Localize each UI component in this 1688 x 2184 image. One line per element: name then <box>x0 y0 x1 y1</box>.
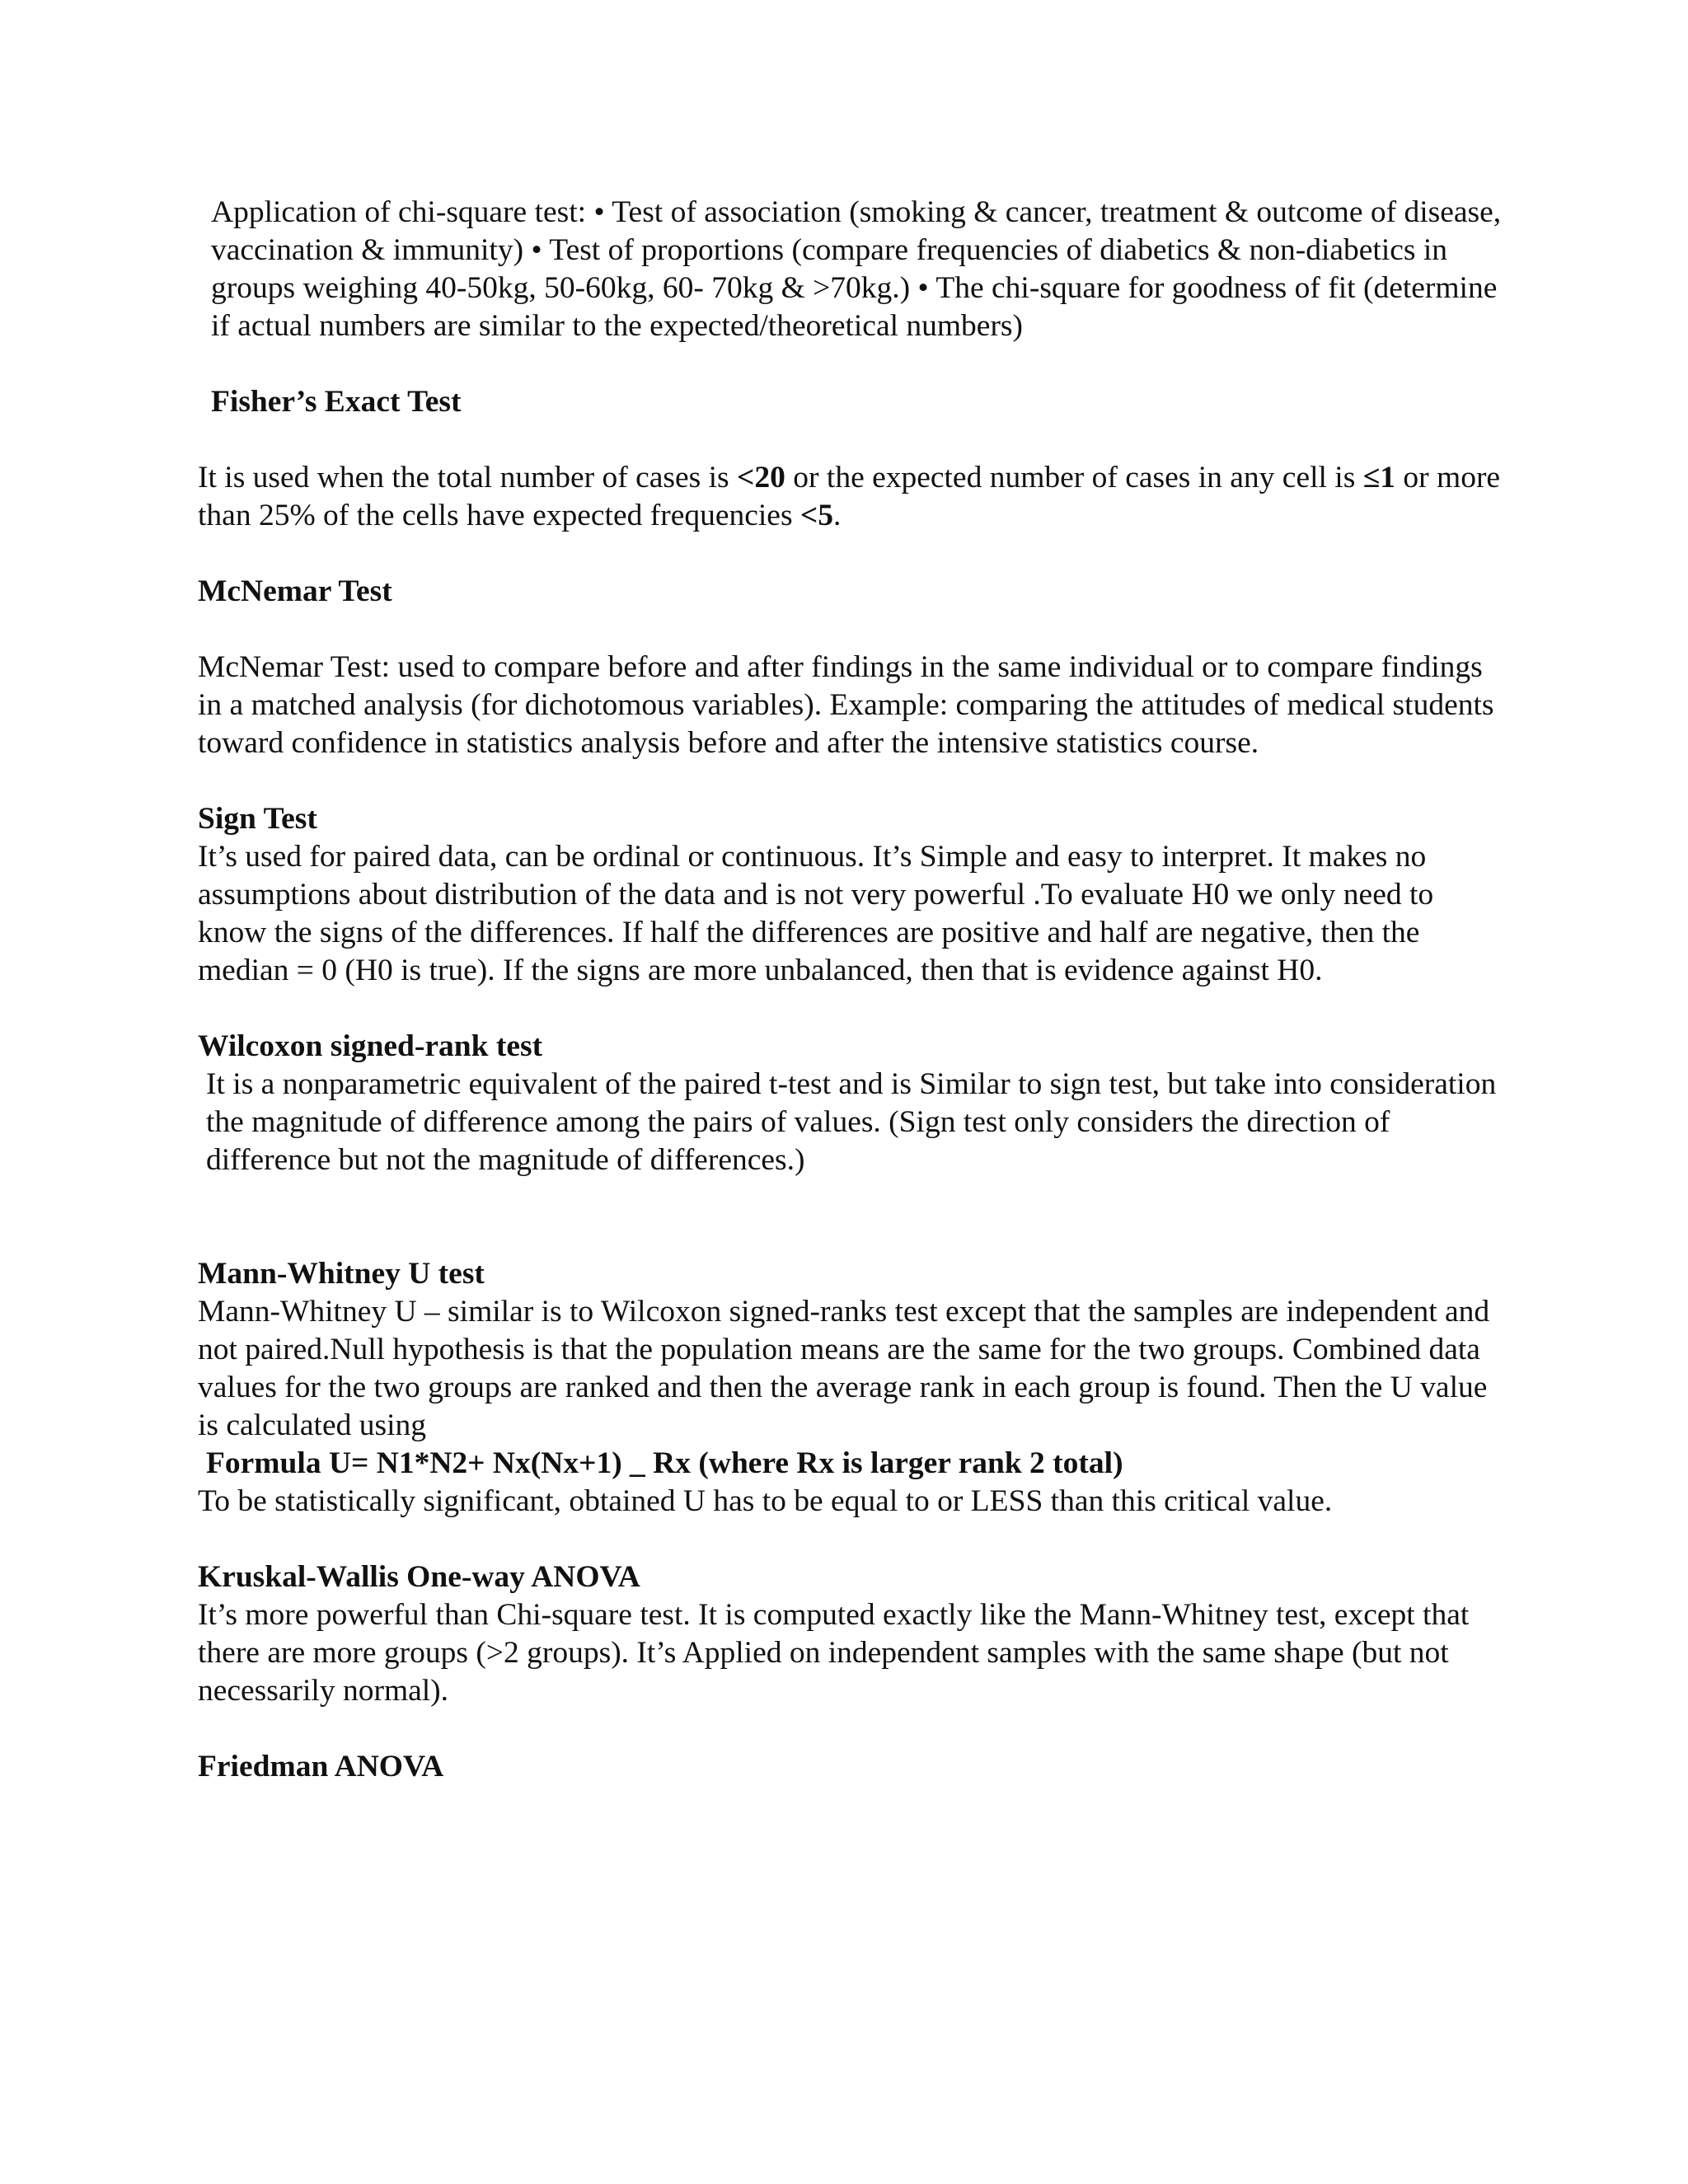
mann-whitney-formula: Formula U= N1*N2+ Nx(Nx+1) _ Rx (where Rx is larger rank 2 total) <box>206 1446 1123 1480</box>
mcnemar-test-heading: McNemar Test <box>198 574 392 608</box>
wilcoxon-test-paragraph: It is a nonparametric equivalent of the paired t-test and is Similar to sign test, but take into consideration the magnitude of difference among the pairs of values. (Sign test only considers the direction of difference but not the magnitude of differences.) <box>206 1067 1497 1177</box>
document-content <box>198 194 1508 1786</box>
mcnemar-test-paragraph: McNemar Test: used to compare before and after findings in the same individual or to compare findings in a matched analysis (for dichotomous variables). Example: comparing the attitudes of medical students toward confidence in statistics analysis before and after the intensive statistics course. <box>198 650 1494 760</box>
fisher-text-2: or the expected number of cases in any cell is <box>785 461 1363 494</box>
kruskal-wallis-heading: Kruskal-Wallis One-way ANOVA <box>198 1560 640 1594</box>
kruskal-wallis-paragraph: It’s more powerful than Chi-square test. It is computed exactly like the Mann-Whitney test, except that there are more groups (>2 groups). It’s Applied on independent samples with the same shape (but not necessarily normal). <box>198 1598 1470 1708</box>
fisher-bold-1: <20 <box>737 461 785 494</box>
sign-test-heading: Sign Test <box>198 802 317 836</box>
friedman-anova-heading: Friedman ANOVA <box>198 1750 444 1783</box>
mann-whitney-test-paragraph: Mann-Whitney U – similar is to Wilcoxon signed-ranks test except that the samples are independent and not paired.Null hypothesis is that the population means are the same for the two groups. Combined data values for the two groups are ranked and then the average rank in each group is found. Then the U value is calculated using <box>198 1295 1490 1442</box>
fisher-text-1: It is used when the total number of cases is <box>198 461 738 494</box>
fisher-exact-test-paragraph <box>198 459 1508 535</box>
mann-whitney-test-heading: Mann-Whitney U test <box>198 1257 485 1291</box>
wilcoxon-test-heading: Wilcoxon signed-rank test <box>198 1029 543 1063</box>
mann-whitney-conclusion: To be statistically significant, obtained U has to be equal to or LESS than this critical value. <box>198 1484 1333 1518</box>
chi-square-applications-paragraph: Application of chi-square test: • Test of association (smoking & cancer, treatment & outcome of disease, vaccination & immunity) • Test of proportions (compare frequencies of diabetics & non-diabetics in groups weighing 40-50kg, 50-60kg, 60- 70kg & >70kg.) • The chi-square for goodness of fit (determine if actual numbers are similar to the expected/theoretical numbers) <box>211 195 1502 343</box>
fisher-bold-2: ≤1 <box>1362 461 1396 494</box>
fisher-text-4: . <box>833 499 842 532</box>
fisher-bold-3: <5 <box>799 499 834 532</box>
fisher-exact-test-heading: Fisher’s Exact Test <box>211 385 462 419</box>
fisher-text-3: or more than 25% of the cells have expected frequencies <box>198 461 1501 532</box>
sign-test-paragraph: It’s used for paired data, can be ordinal or continuous. It’s Simple and easy to interpret. It makes no assumptions about distribution of the data and is not very powerful .To evaluate H0 we only need to know the signs of the differences. If half the differences are positive and half are negative, then the median = 0 (H0 is true). If the signs are more unbalanced, then that is evidence against H0. <box>198 840 1434 987</box>
